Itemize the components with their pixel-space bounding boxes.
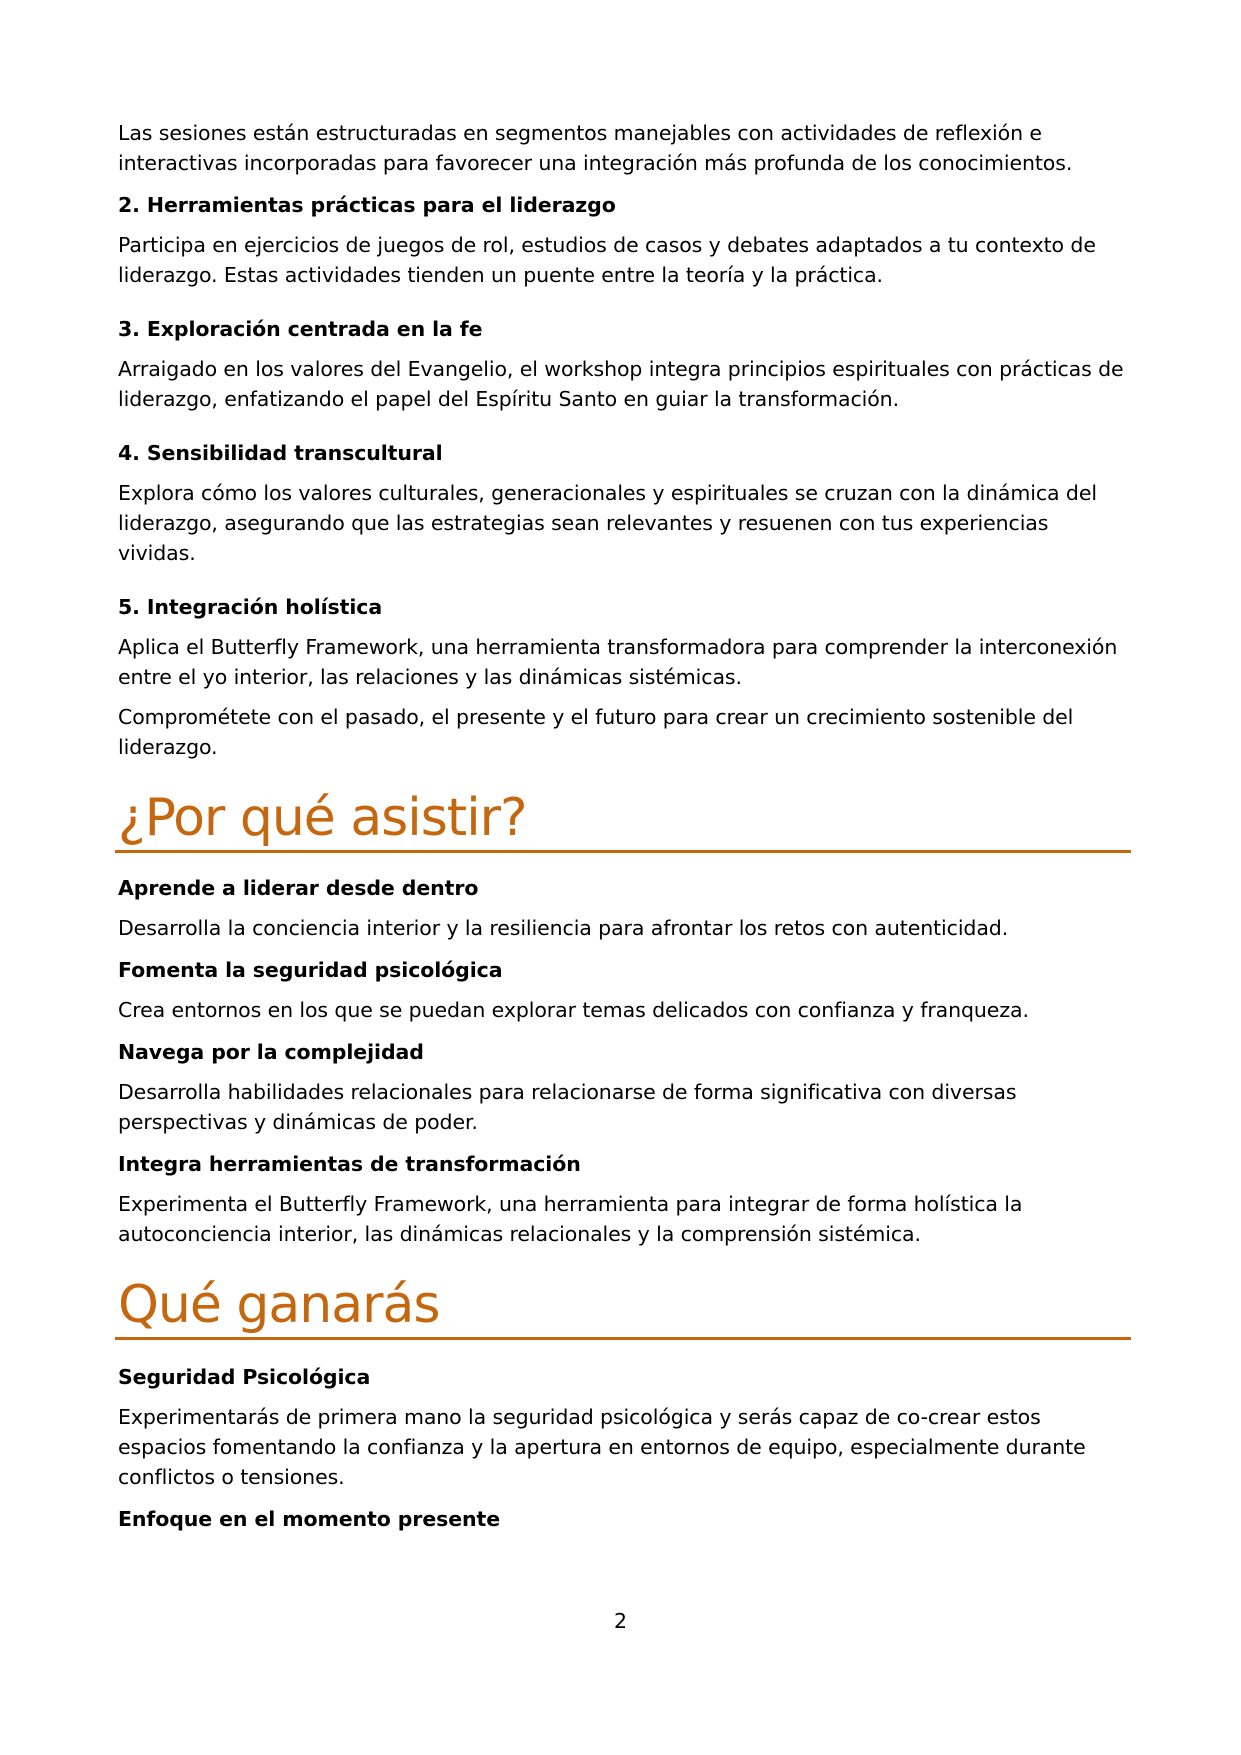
why-item-1-heading: Aprende a liderar desde dentro [118, 876, 479, 900]
why-item-3-text: Desarrolla habilidades relacionales para relacionarse de forma significativa con diversas perspectivas y dinámicas de poder. [118, 1080, 1017, 1134]
why-item-4-text: Experimenta el Butterfly Framework, una herramienta para integrar de forma holística la autoconciencia interior, las dinámicas relacionales y la comprensión sistémica. [118, 1192, 1023, 1246]
what-you-gain-title: Qué ganarás [118, 1275, 440, 1335]
feature-5-text: Aplica el Butterfly Framework, una herramienta transformadora para comprender la interconexión entre el yo interior, las relaciones y las dinámicas sistémicas. [118, 635, 1118, 689]
gain-item-2-heading: Enfoque en el momento presente [118, 1507, 501, 1531]
feature-3-text: Arraigado en los valores del Evangelio, el workshop integra principios espirituales con prácticas de liderazgo, enfatizando el papel del Espíritu Santo en guiar la transformación. [118, 357, 1124, 411]
feature-2-heading: 2. Herramientas prácticas para el liderazgo [118, 193, 616, 217]
why-item-1-text: Desarrolla la conciencia interior y la resiliencia para afrontar los retos con autenticidad. [118, 916, 1009, 940]
intro-paragraph: Las sesiones están estructuradas en segmentos manejables con actividades de reflexión e interactivas incorporadas para favorecer una integración más profunda de los conocimientos. [118, 121, 1073, 175]
feature-3-heading: 3. Exploración centrada en la fe [118, 317, 483, 341]
why-item-2-text: Crea entornos en los que se puedan explorar temas delicados con confianza y franqueza. [118, 998, 1029, 1022]
feature-5-heading: 5. Integración holística [118, 595, 383, 619]
why-attend-title: ¿Por qué asistir? [118, 788, 527, 848]
gain-item-1-heading: Seguridad Psicológica [118, 1365, 371, 1389]
feature-5-text-2: Comprométete con el pasado, el presente y el futuro para crear un crecimiento sostenible del liderazgo. [118, 705, 1074, 759]
why-item-2-heading: Fomenta la seguridad psicológica [118, 958, 503, 982]
gain-item-1-text: Experimentarás de primera mano la seguridad psicológica y serás capaz de co-crear estos espacios fomentando la confianza y la apertura en entornos de equipo, especialmente durante conflictos o tensiones. [118, 1405, 1086, 1489]
feature-4-heading: 4. Sensibilidad transcultural [118, 441, 443, 465]
why-item-3-heading: Navega por la complejidad [118, 1040, 424, 1064]
why-item-4-heading: Integra herramientas de transformación [118, 1152, 581, 1176]
why-attend-rule [115, 850, 1131, 853]
feature-4-text: Explora cómo los valores culturales, generacionales y espirituales se cruzan con la dinámica del liderazgo, asegurando que las estrategias sean relevantes y resuenen con tus experiencias vividas. [118, 481, 1097, 565]
document-page [118, 118, 1126, 1534]
what-you-gain-rule [115, 1337, 1131, 1340]
feature-2-text: Participa en ejercicios de juegos de rol, estudios de casos y debates adaptados a tu contexto de liderazgo. Estas actividades tienden un puente entre la teoría y la práctica. [118, 233, 1096, 287]
page-number: 2 [613, 1609, 628, 1633]
